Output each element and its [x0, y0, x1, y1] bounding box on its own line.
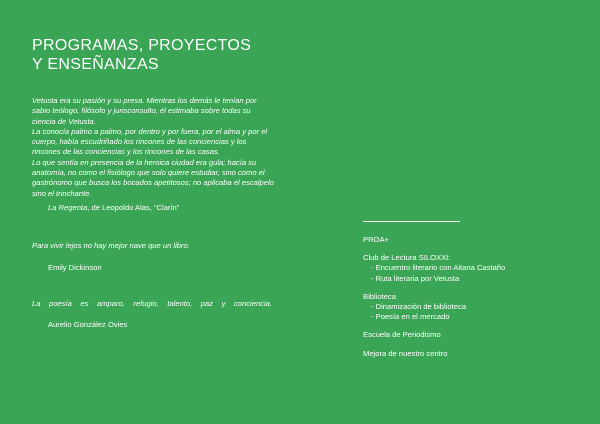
author-work-title: La Regenta [48, 203, 88, 212]
quote-paragraph: Lo que sentía en presencia de la heroica ciudad era gula; hacía su anatomía, no como el fisiólogo que solo quiere estudiar, sino como el gastrónomo que busca los bocados apetitosos; no aplicaba el escalpelo sino el trinchante. [32, 157, 274, 198]
program-group [363, 235, 563, 245]
program-heading: Mejora de nuestro centro [363, 348, 448, 358]
quote-dickinson: Para vivir lejos no hay mejor nave que un libro. [32, 241, 190, 250]
programs-list [363, 235, 563, 367]
program-subitem: - Poesía en el mercado [371, 312, 450, 322]
quote-author-regenta [48, 203, 179, 213]
quote-author-dickinson: Emily Dickinson [48, 263, 102, 272]
quote-author-ovies: Aurelio González Ovies [48, 320, 128, 329]
section-divider [363, 221, 460, 222]
title-line-1: PROGRAMAS, PROYECTOS [32, 37, 252, 54]
author-name: , de Leopoldo Alas, “Clarín” [87, 203, 180, 212]
program-subitem: - Ruta literaria por Vetusta [371, 273, 460, 283]
quote-paragraph: La conocía palmo a palmo, por dentro y por fuera, por el alma y por el cuerpo, había escudriñado los rincones de las conciencias y los rincones de las conciencias y los rincones de las casas. [32, 126, 268, 157]
program-heading: Club de Lectura SILOXXI: [363, 253, 451, 263]
program-heading: Escuela de Periodismo [363, 330, 441, 340]
quote-paragraph: Vetusta era su pasión y su presa. Mientras los demás le tenían por sabio teólogo, filósofo y jurisconsulto, él estimaba sobre todas su ciencia de Vetusta. [32, 96, 257, 126]
program-heading: Biblioteca [363, 291, 396, 301]
page-title [32, 36, 251, 74]
program-group [363, 330, 563, 340]
program-group [363, 292, 563, 323]
program-heading: PROA+ [363, 235, 389, 244]
quote-regenta [32, 96, 276, 199]
program-group [363, 349, 563, 359]
title-line-2: Y ENSEÑANZAS [32, 56, 159, 73]
program-subitem: - Dinamización de biblioteca [371, 302, 466, 312]
quote-ovies: La poesía es amparo, refugio, talento, paz y conciencia. [32, 299, 272, 308]
program-subitem: - Encuentro literario con Aitana Castaño [371, 263, 506, 273]
program-group [363, 253, 563, 284]
